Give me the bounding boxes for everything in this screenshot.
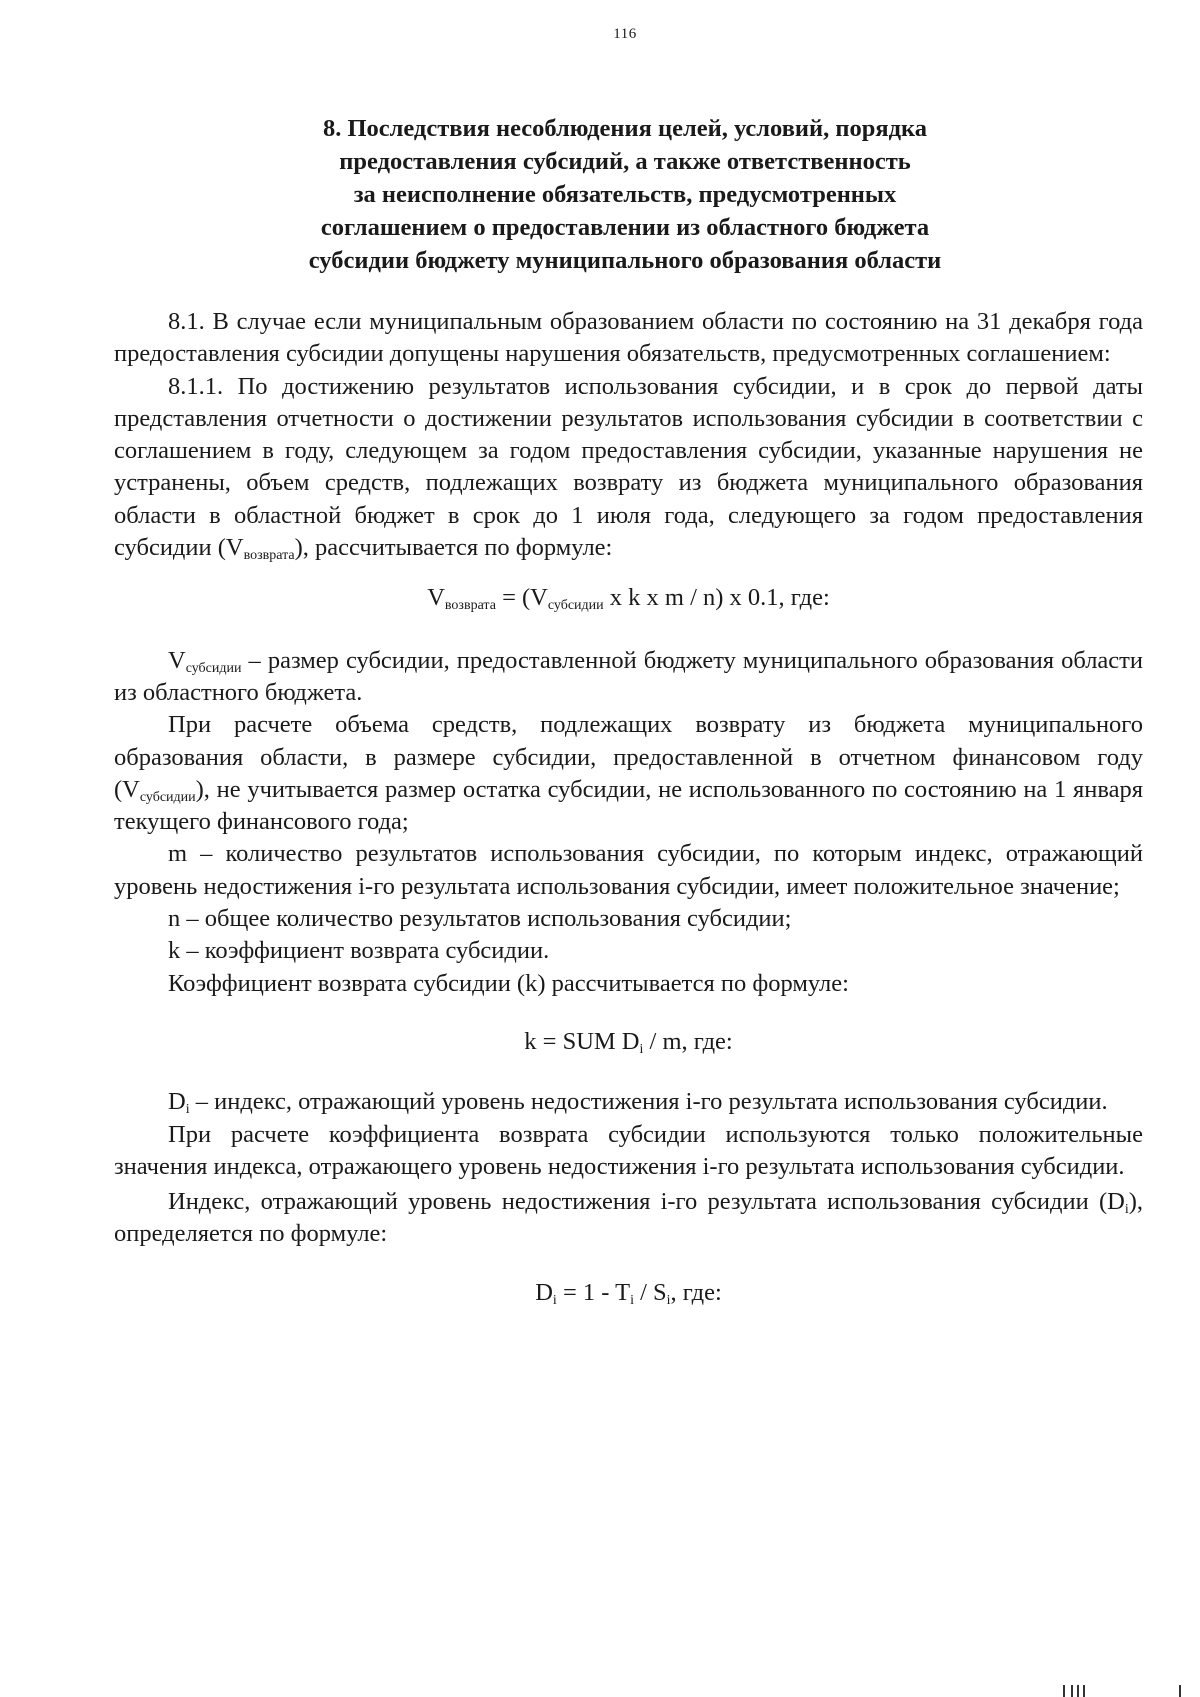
heading-line: субсидии бюджету муниципального образования области xyxy=(308,247,942,274)
definition-m: m – количество результатов использования субсидии, по которым индекс, отражающий уровень недостижения i-го результата использования субсидии, имеет положительное значение; xyxy=(114,840,1143,900)
definition-n: n – общее количество результатов использования субсидии; xyxy=(168,905,792,933)
formula-return-volume: $V_{возврата} = (V_{субсидии}$ x k x m / n) x 0.1, где: xyxy=(427,584,830,614)
heading-line: предоставления субсидий, а также ответственность xyxy=(339,148,911,175)
heading-line: 8. Последствия несоблюдения целей, условий, порядка xyxy=(322,115,928,142)
section-heading xyxy=(150,112,1100,277)
definition-v-subsidy: $V_{субсидии}$ – размер субсидии, предоставленной бюджету муниципального образования области из областного бюджета. xyxy=(114,646,1143,706)
definition-d: $D_i$ – индекс, отражающий уровень недостижения i-го результата использования субсидии. xyxy=(168,1088,1108,1118)
heading-line: соглашением о предоставлении из областного бюджета xyxy=(320,214,930,241)
paragraph-positive-values: При расчете коэффициента возврата субсидии используются только положительные значения индекса, отражающего уровень недостижения i-го результата использования субсидии. xyxy=(114,1120,1143,1180)
paragraph-8-1: 8.1. В случае если муниципальным образованием области по состоянию на 31 декабря года предоставления субсидии допущены нарушения обязательств, предусмотренных соглашением: xyxy=(114,308,1143,368)
formula-d: $D_i = 1 - T_i / S_i$, где: xyxy=(535,1278,722,1308)
paragraph-calculation-note: При расчете объема средств, подлежащих возврату из бюджета муниципального образования области, в размере субсидии, предоставленной в отчетном финансовом году $(V_{субсидии})$, не учитывается размер остатка субсидии, не использованного по состоянию на 1 января текущего финансового года; xyxy=(114,711,1143,836)
paragraph-k-formula-intro: Коэффициент возврата субсидии (k) рассчитывается по формуле: xyxy=(168,969,849,997)
paragraph-d-formula-intro: Индекс, отражающий уровень недостижения i-го результата использования субсидии $(D_i)$, определяется по формуле: xyxy=(114,1188,1143,1248)
definition-k: k – коэффициент возврата субсидии. xyxy=(168,937,550,965)
paragraph-8-1-1: 8.1.1. По достижению результатов использования субсидии, и в срок до первой даты представления отчетности о достижении результатов использования субсидии в соответствии с соглашением в году, следующем за годом предоставления субсидии, указанные нарушения не устранены, объем средств, подлежащих возврату из бюджета муниципального образования области в областной бюджет в срок до 1 июля года, следующего за годом предоставления субсидии $(V_{возврата})$, рассчитывается по формуле: xyxy=(114,372,1143,564)
formula-k: k = SUM $D_i$ / m, где: xyxy=(524,1027,733,1057)
scan-edge-marks xyxy=(1063,1683,1183,1697)
document-body xyxy=(114,306,1143,1309)
heading-line: за неисполнение обязательств, предусмотренных xyxy=(353,181,897,208)
page-number: 116 xyxy=(613,26,637,42)
